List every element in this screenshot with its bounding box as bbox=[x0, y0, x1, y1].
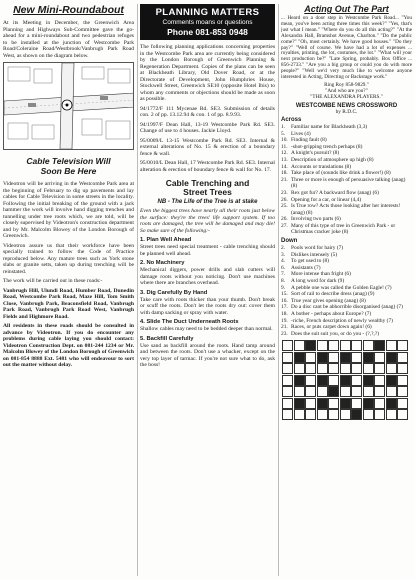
down-clues bbox=[281, 245, 412, 337]
step-3-text: Take care with roots thicker than your thumb. Don't break or scuff the roots. Don't let the roots dry out: cover them with damp sacking or spray with water. bbox=[140, 296, 275, 316]
grid-black-square bbox=[317, 398, 328, 409]
grid-white-square bbox=[363, 386, 374, 397]
grid-white-square bbox=[282, 375, 293, 386]
grid-white-square bbox=[363, 363, 374, 374]
grid-white-square bbox=[351, 386, 362, 397]
grid-black-square bbox=[294, 398, 305, 409]
grid-black-square bbox=[340, 352, 351, 363]
clue-number: 23. bbox=[281, 189, 288, 196]
grid-white-square bbox=[282, 386, 293, 397]
grid-white-square bbox=[351, 363, 362, 374]
clue-number: 16. bbox=[281, 297, 288, 304]
clue-text: Dislikes intensely (5) bbox=[291, 251, 338, 258]
down-clue bbox=[281, 245, 412, 252]
grid-white-square bbox=[397, 409, 408, 420]
code-intro: Even the biggest trees have nearly all their roots just below the surface: they're the trees' life support system. If too roots are damaged, the tree will be damaged and may die! So make sure of the following:- bbox=[140, 208, 275, 234]
across-clue bbox=[281, 124, 412, 131]
grid-white-square bbox=[386, 363, 397, 374]
grid-white-square bbox=[397, 375, 408, 386]
grid-white-square bbox=[374, 409, 385, 420]
clue-text: -riche, French description of newly wealthy (7) bbox=[291, 317, 393, 324]
column-divider-1 bbox=[137, 4, 138, 576]
step-4-heading: 4. Slide The Duct Underneath Roots bbox=[140, 319, 239, 325]
grid-white-square bbox=[282, 352, 293, 363]
grid-black-square bbox=[363, 375, 374, 386]
grid-black-square bbox=[328, 386, 339, 397]
cable-trenching-subheading: NB - The Life of the Tree is at stake bbox=[157, 199, 258, 205]
clue-text: Races, or puts carpet down again! (6) bbox=[291, 324, 372, 331]
clue-text: A long word for dark (9) bbox=[291, 278, 345, 285]
across-heading: Across bbox=[281, 116, 302, 123]
grid-black-square bbox=[363, 398, 374, 409]
step-2-heading: 2. No Machinery bbox=[140, 260, 185, 266]
step-5-heading: 5. Backfill Carefully bbox=[140, 335, 194, 342]
step-5-text: Use sand as backfill around the roots. Hand tamp around and between the roots. Don't use a whacker, except on the very top layer of tarmac. If you're not sure what to do, ask the boss! bbox=[140, 342, 275, 368]
grid-white-square bbox=[374, 398, 385, 409]
acting-answer: "THE ALEXANDRA PLAYERS." bbox=[310, 93, 383, 100]
crossword-title: WESTCOMBE NEWS CROSSWORD bbox=[295, 102, 398, 109]
down-clue bbox=[281, 258, 412, 265]
grid-white-square bbox=[351, 340, 362, 351]
grid-white-square bbox=[317, 409, 328, 420]
clue-number: 25. bbox=[281, 203, 288, 210]
clue-text: Rex got fur? A backward flow (anag) (6) bbox=[291, 189, 379, 196]
left-column bbox=[3, 4, 134, 578]
grid-white-square bbox=[340, 409, 351, 420]
grid-white-square bbox=[363, 409, 374, 420]
step-1-heading: 1. Plan Well Ahead bbox=[140, 237, 192, 243]
clue-text: Pools word for hairy (7) bbox=[291, 245, 344, 252]
grid-black-square bbox=[374, 340, 385, 351]
planning-banner bbox=[140, 4, 275, 40]
cable-tv-headline bbox=[3, 156, 134, 176]
grid-black-square bbox=[363, 352, 374, 363]
grid-white-square bbox=[363, 340, 374, 351]
step-2-text: Mechanical diggers, power drills and slab cutters will damage roots without you noticing. Don't use machines where there are branches overhead. bbox=[140, 267, 275, 286]
clue-text: Take place of (sounds like drink a flower!) (8) bbox=[291, 170, 391, 177]
cable-roads-list: Vanbrugh Hill, Ulundi Road, Humber Road, Dunedin Road, Westcombe Park Road, Maze Hill, Tom Smith Close, Vanbrugh Park, Beaconsfield Road, Vanbrugh Park Road, Vanbrugh Park Road West, Vanbrugh Fields and Highmore Road. bbox=[3, 287, 134, 320]
across-clue bbox=[281, 170, 412, 177]
clue-text: Involving two parts (6) bbox=[291, 216, 341, 223]
grid-black-square bbox=[317, 375, 328, 386]
grid-white-square bbox=[305, 398, 316, 409]
grid-white-square bbox=[328, 352, 339, 363]
across-clue bbox=[281, 157, 412, 164]
clue-number: 13. bbox=[281, 156, 288, 163]
grid-white-square bbox=[351, 375, 362, 386]
grid-white-square bbox=[328, 375, 339, 386]
grid-white-square bbox=[328, 409, 339, 420]
clue-text: Many of this type of tree in Greenwich Park - or Christmas cracker joke (8) bbox=[291, 222, 396, 236]
down-clue bbox=[281, 331, 412, 338]
crossword-grid bbox=[282, 340, 410, 432]
application-4: 95/0010/L Dean Hall, 17 Westcombe Park Rd. SE3. Internal alteration & erection of boundary fence & wall for No. 17. bbox=[140, 160, 275, 173]
down-clue bbox=[281, 304, 412, 311]
application-3: 95/0009/L 13-15 Westcombe Park Rd. SE3. Internal & external alterations of No. 15 & erection of a boundary fence & wall. bbox=[140, 137, 275, 157]
across-clues bbox=[281, 124, 412, 236]
down-clue bbox=[281, 311, 412, 318]
grid-black-square bbox=[386, 398, 397, 409]
grid-white-square bbox=[294, 340, 305, 351]
across-clue bbox=[281, 223, 412, 236]
grid-white-square bbox=[317, 363, 328, 374]
grid-black-square bbox=[340, 398, 351, 409]
clue-number: 5. bbox=[281, 130, 286, 137]
acting-ring: Ring Roy 858-9829." bbox=[324, 81, 369, 88]
grid-white-square bbox=[351, 352, 362, 363]
grid-white-square bbox=[374, 386, 385, 397]
step-4-text: Shallow cables may need to be bedded deeper than normal. bbox=[140, 326, 273, 332]
grid-black-square bbox=[386, 352, 397, 363]
planning-banner-title: PLANNING MATTERS bbox=[155, 7, 260, 18]
application-1: 94/1772/F 111 Mycenae Rd. SE3. Submission of details con. 2 of pp. 13.12.94 & con. 1 of pp. 8.9.93. bbox=[140, 105, 275, 118]
clue-text: Description of atmosphere up high (8) bbox=[291, 156, 374, 163]
clue-number: 17. bbox=[281, 304, 288, 311]
clue-text: To get used to (8) bbox=[291, 258, 329, 265]
grid-white-square bbox=[328, 398, 339, 409]
clue-number: 21. bbox=[281, 324, 288, 331]
cable-trenching-headline-line2: Street Trees bbox=[183, 187, 232, 197]
clue-number: 26. bbox=[281, 196, 288, 203]
grid-white-square bbox=[282, 340, 293, 351]
across-clue bbox=[281, 150, 412, 157]
grid-white-square bbox=[386, 340, 397, 351]
junction-diagram bbox=[3, 62, 134, 150]
cable-tv-headline-line1: Cable Television Will bbox=[26, 156, 111, 166]
clue-text: Does the suit suit you, or do you - (?,?,?) bbox=[291, 330, 380, 337]
grid-white-square bbox=[374, 375, 385, 386]
clue-text: More intense than fright (6) bbox=[291, 271, 351, 278]
grid-white-square bbox=[397, 386, 408, 397]
grid-white-square bbox=[294, 386, 305, 397]
clue-text: Finding fault (8) bbox=[291, 137, 327, 144]
planning-banner-subtitle: Comments moans or questions bbox=[162, 19, 253, 26]
grid-white-square bbox=[328, 363, 339, 374]
grid-white-square bbox=[305, 375, 316, 386]
grid-black-square bbox=[294, 352, 305, 363]
grid-white-square bbox=[282, 363, 293, 374]
clue-number: 19. bbox=[281, 317, 288, 324]
down-clue bbox=[281, 278, 412, 285]
across-clue bbox=[281, 190, 412, 197]
clue-text: A pebble one was called the Golden Eagle! (7) bbox=[291, 284, 392, 291]
clue-text: -shot-gripping trench perhaps (8) bbox=[291, 143, 363, 150]
cable-paragraph-3: The work will be carried out in these roads:- bbox=[3, 278, 103, 284]
clue-number: 6. bbox=[281, 264, 286, 271]
down-clue bbox=[281, 324, 412, 331]
down-heading: Down bbox=[281, 238, 298, 245]
junction-map-svg bbox=[4, 63, 134, 149]
grid-white-square bbox=[397, 352, 408, 363]
right-column bbox=[281, 4, 412, 578]
grid-white-square bbox=[397, 340, 408, 351]
clue-text: Three or more is enough of persuasive talking (anag) (8) bbox=[291, 176, 406, 190]
roundabout-intro: At its Meeting in December, the Greenwich Area Planning and Highways Sub-Committee gave the go-ahead for a mini-roundabout and two pedestrian refuges to be installed at the junction of Westcombe Park Road/Coleraine Road/Westbrook/Vanbrugh Park Road West, as shown on the diagram below. bbox=[3, 20, 134, 59]
clue-text: Familiar name for Blackheath (3,3) bbox=[291, 123, 368, 130]
grid-black-square bbox=[386, 375, 397, 386]
cable-trenching-headline-line1: Cable Trenching and bbox=[165, 178, 250, 188]
acting-story: ... Heard on a door step in Westcombe Park Road... "You mean, you've been acting three times this week?" "Yes, that's just what I mean." "Where do you do all this acting?" "At the Alexandra Hall, Bramshot Avenue, Charlton." "Do the public come?" "Oh, most certainly. We have good houses." "Do they pay?" "Well of course. We have had a lot of expenses ... royalties, printing, the lot, costumes, the lot." "What will your next production be?" "Late Spring, probably. Box Office ... 856-2733." "Are you a big group or could you do with more people?" "Well we'd very much like to welcome anyone interested in Acting, Directing or Backstage work." bbox=[281, 15, 412, 81]
application-2: 94/1997/F Dean Hall, 13-19 Westcombe Park Rd. SE3. Change of use to 4 houses. Jackie Lloyd. bbox=[140, 121, 275, 134]
grid-black-square bbox=[294, 375, 305, 386]
grid-white-square bbox=[340, 363, 351, 374]
cable-trenching-headline bbox=[140, 179, 275, 197]
across-clue bbox=[281, 177, 412, 190]
clue-number: 3. bbox=[281, 251, 286, 258]
clue-text: Assistants (7) bbox=[291, 264, 321, 271]
clue-number: 4. bbox=[281, 258, 286, 265]
across-clue bbox=[281, 203, 412, 216]
cable-paragraph-2: Videotron assure us that their workforce have been specially trained to follow the Code of Practice reproduced below. Any mature trees such as York stone slabs or granite setts, taken up during trenching will be reinstated. bbox=[3, 242, 134, 275]
grid-white-square bbox=[305, 409, 316, 420]
grid-white-square bbox=[386, 409, 397, 420]
clue-text: Do a disc cant be abhorrible disorganised (anag) (7) bbox=[291, 304, 403, 311]
step-1-text: Street trees need special treatment - cable trenching should be planned well ahead. bbox=[140, 244, 275, 257]
clue-number: 18. bbox=[281, 170, 288, 177]
clue-text: A knight's pursuit? (8) bbox=[291, 150, 340, 157]
grid-white-square bbox=[282, 409, 293, 420]
grid-white-square bbox=[397, 398, 408, 409]
grid-white-square bbox=[294, 363, 305, 374]
clue-number: 21. bbox=[281, 176, 288, 183]
clue-number: 11. bbox=[281, 143, 288, 150]
grid-black-square bbox=[305, 340, 316, 351]
clue-number: 23. bbox=[281, 330, 288, 337]
crossword-byline: by R.D.C. bbox=[335, 108, 358, 115]
cable-contact-paragraph: All residents in these roads should be consulted in advance by Videotron. If you do encounter any problems during cable laying you should contact: Videotron Construction Dept. on 081-244 1234 or Mr. Malcolm Blowey of the London Borough of Greenwich on 081-854 8888 Ext. 5481 who will endeavour to sort out the matter without delay. bbox=[3, 323, 134, 368]
down-clue bbox=[281, 291, 412, 298]
grid-white-square bbox=[282, 398, 293, 409]
planning-banner-phone: Phone 081-853 0948 bbox=[167, 27, 248, 37]
grid-white-square bbox=[386, 386, 397, 397]
clue-text: Is True row? Acts those looking after her interests! (anag) (8) bbox=[291, 203, 401, 216]
across-clue bbox=[281, 137, 412, 144]
clue-number: 7. bbox=[281, 271, 286, 278]
grid-black-square bbox=[351, 409, 362, 420]
clue-text: Lives (4) bbox=[291, 130, 311, 137]
grid-white-square bbox=[305, 386, 316, 397]
grid-white-square bbox=[317, 386, 328, 397]
grid-black-square bbox=[317, 352, 328, 363]
across-clue bbox=[281, 216, 412, 223]
grid-white-square bbox=[328, 340, 339, 351]
grid-white-square bbox=[374, 363, 385, 374]
clue-number: 1. bbox=[281, 123, 286, 130]
grid-white-square bbox=[397, 363, 408, 374]
grid-white-square bbox=[305, 352, 316, 363]
middle-column bbox=[140, 4, 275, 578]
clue-text: Sort of rail to describe dress (anag) (9) bbox=[291, 291, 375, 298]
acting-question: "And who are you?" bbox=[325, 87, 368, 94]
clue-number: 27. bbox=[281, 222, 288, 229]
clue-number: 26. bbox=[281, 216, 288, 223]
clue-text: Opening for a car, or linear (4,4) bbox=[291, 196, 362, 203]
planning-intro: The following planning applications concerning properties in the Westcombe Park area are currently being considered by the London Borough of Greenwich Planning & Regeneration Department. Copies of the plans can be seen at Blackheath Library, Old Dover Road, or at the Directorate of Development, John Humphries House, Stockwell Street, Greenwich SE10 (opposite Hotel Ibis) to whom any comments or objections should be made as soon as possible. bbox=[140, 44, 275, 102]
acting-headline: Acting Out The Part bbox=[304, 4, 389, 14]
grid-white-square bbox=[374, 352, 385, 363]
column-divider-2 bbox=[278, 4, 279, 576]
grid-white-square bbox=[340, 386, 351, 397]
step-3-heading: 3. Dig Carefully By Hand bbox=[140, 289, 208, 296]
roundabout-headline: New Mini-Roundabout bbox=[13, 4, 124, 16]
grid-black-square bbox=[340, 375, 351, 386]
clue-text: A bother - perhaps about Europe? (7) bbox=[291, 311, 372, 317]
grid-white-square bbox=[305, 363, 316, 374]
clue-text: Accounts or translations (8) bbox=[291, 163, 352, 170]
cable-paragraph-1: Videotron will be arriving in the Westcombe Park area at the beginning of February to dig up pavements and lay cables for Cable Television in some streets in the locality. Following the initial breaking of the ground with a jack hammer the work will involve hand digging trenches and tunnelling under tree roots which, we are told, will be closely supervised by Videotron's construction department and by Mr. Malcolm Blowey of the London Borough of Greenwich. bbox=[3, 181, 134, 239]
grid-white-square bbox=[317, 340, 328, 351]
cable-tv-headline-line2: Soon Be Here bbox=[40, 166, 97, 176]
clue-number: 12. bbox=[281, 150, 288, 157]
clue-number: 10. bbox=[281, 137, 288, 144]
clue-number: 2. bbox=[281, 245, 286, 252]
clue-number: 14. bbox=[281, 163, 288, 170]
clue-number: 9. bbox=[281, 284, 286, 291]
grid-white-square bbox=[340, 340, 351, 351]
clue-number: 8. bbox=[281, 278, 286, 285]
grid-white-square bbox=[294, 409, 305, 420]
grid-white-square bbox=[351, 398, 362, 409]
clue-text: True year gives opening (anag) (8) bbox=[291, 297, 366, 304]
clue-number: 18. bbox=[281, 311, 288, 317]
clue-number: 15. bbox=[281, 291, 288, 298]
